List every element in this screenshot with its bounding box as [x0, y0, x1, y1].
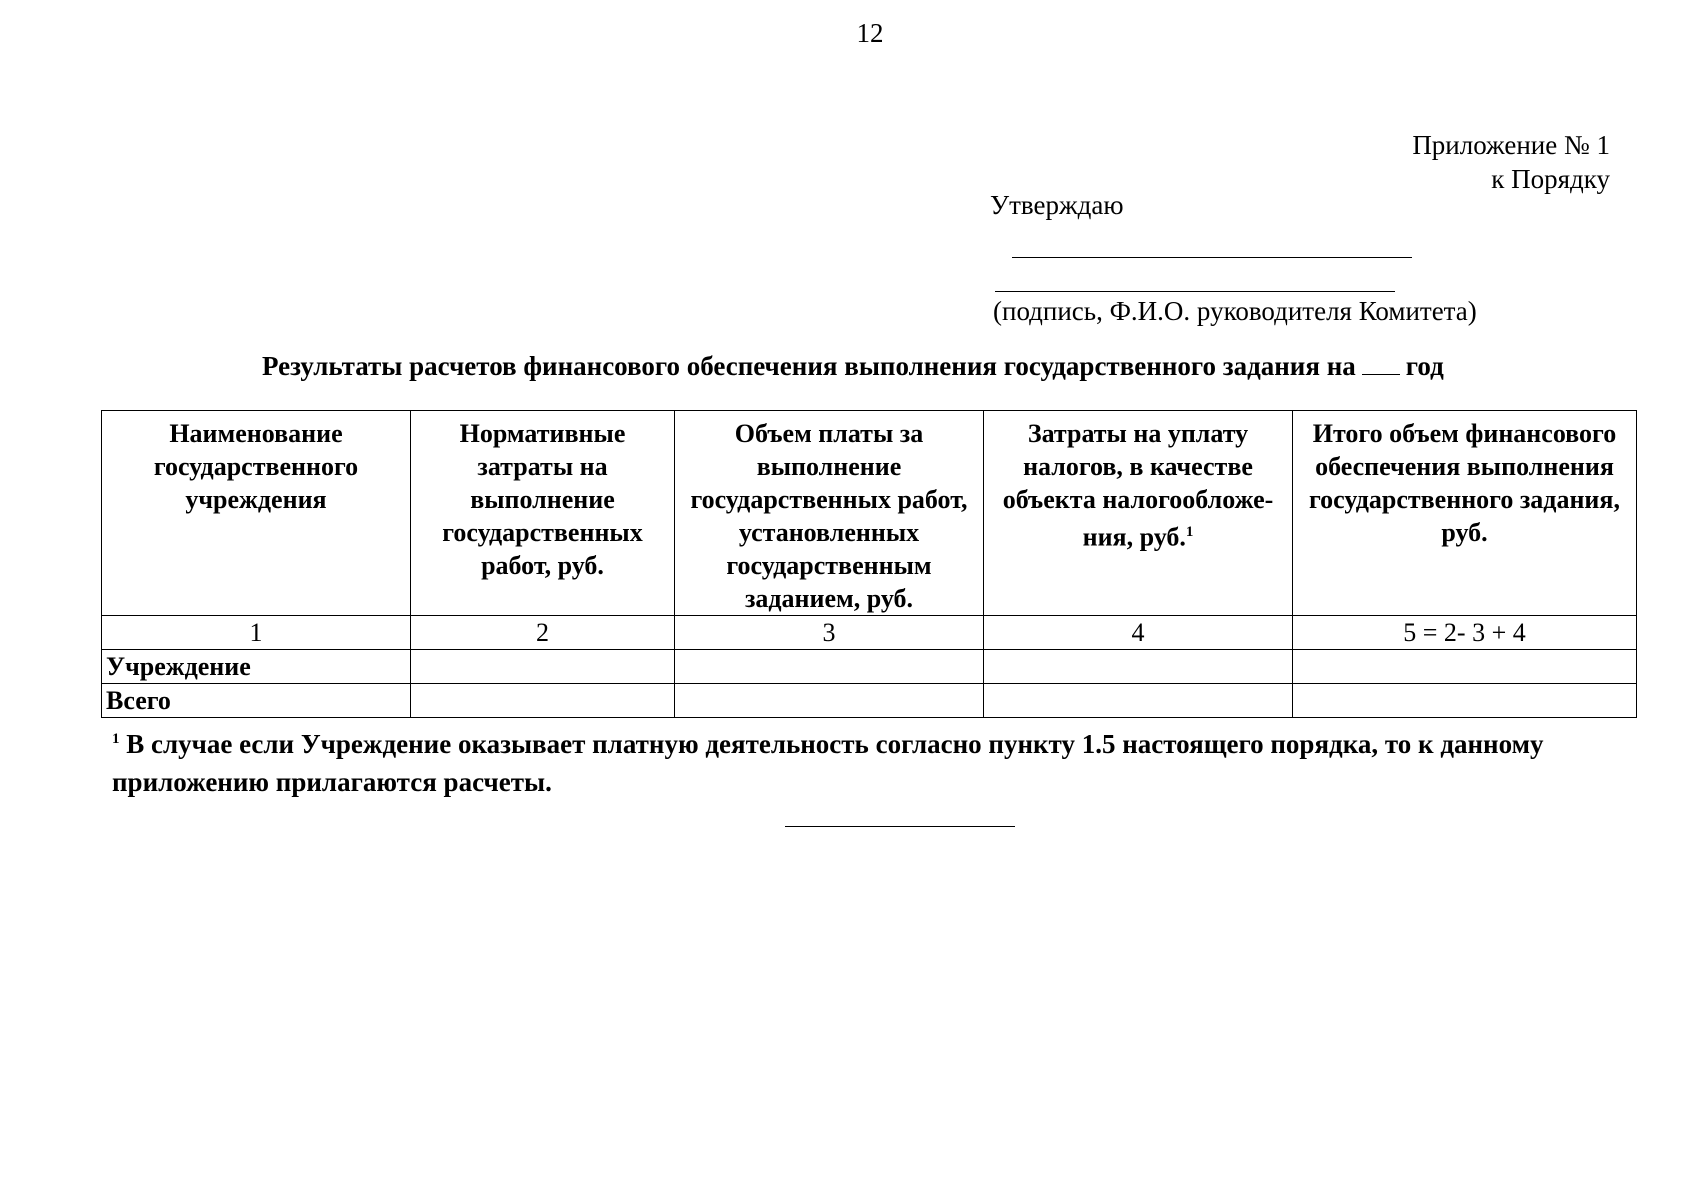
- footnote-text: В случае если Учреждение оказывает платную деятельность согласно пункту 1.5 настоящего порядка, то к данному приложению прилагаются расчеты.: [112, 729, 1544, 797]
- column-number-row: [102, 616, 1637, 650]
- document-title: [262, 351, 1444, 382]
- row-label: Всего: [102, 684, 411, 718]
- header-cell-text: Затраты на уплату налогов, в качестве объекта налогообложе-ния, руб.: [1002, 419, 1274, 552]
- table-cell: [411, 684, 675, 718]
- column-number: 4: [984, 616, 1293, 650]
- table-cell: [675, 650, 984, 684]
- title-year-word: год: [1405, 351, 1444, 381]
- page-number: 12: [856, 18, 884, 48]
- closing-line: [785, 826, 1015, 827]
- table-cell: [984, 684, 1293, 718]
- footnote-mark: 1: [1185, 524, 1194, 540]
- year-blank: [1362, 354, 1400, 375]
- appendix-line-2: к Порядку: [1491, 164, 1610, 194]
- calculation-table: [101, 410, 1637, 718]
- title-text: Результаты расчетов финансового обеспечения выполнения государственного задания на: [262, 351, 1356, 381]
- signature-caption: (подпись, Ф.И.О. руководителя Комитета): [993, 296, 1477, 326]
- table-cell: [675, 684, 984, 718]
- header-cell: Нормативные затраты на выполнение государственных работ, руб.: [411, 411, 675, 616]
- header-cell: Итого объем финансового обеспечения выполнения государственного задания, руб.: [1293, 411, 1637, 616]
- approval-label: Утверждаю: [990, 190, 1124, 220]
- column-number: 2: [411, 616, 675, 650]
- table-cell: [411, 650, 675, 684]
- footnote: [112, 720, 1582, 801]
- column-number: 1: [102, 616, 411, 650]
- appendix-heading: [1412, 128, 1610, 196]
- row-label: Учреждение: [102, 650, 411, 684]
- signature-line: [995, 291, 1395, 292]
- table-cell: [1293, 684, 1637, 718]
- table-cell: [984, 650, 1293, 684]
- column-number: 3: [675, 616, 984, 650]
- footnote-mark: 1: [112, 731, 120, 747]
- table-row: [102, 684, 1637, 718]
- signature-line: [1012, 257, 1412, 258]
- column-number: 5 = 2- 3 + 4: [1293, 616, 1637, 650]
- table-row: [102, 650, 1637, 684]
- table-cell: [1293, 650, 1637, 684]
- header-cell: [984, 411, 1293, 616]
- header-cell: Объем платы за выполнение государственных работ, установленных государственным заданием, руб.: [675, 411, 984, 616]
- appendix-line-1: Приложение № 1: [1412, 130, 1610, 160]
- header-cell: Наименование государственного учреждения: [102, 411, 411, 616]
- header-row: [102, 411, 1637, 616]
